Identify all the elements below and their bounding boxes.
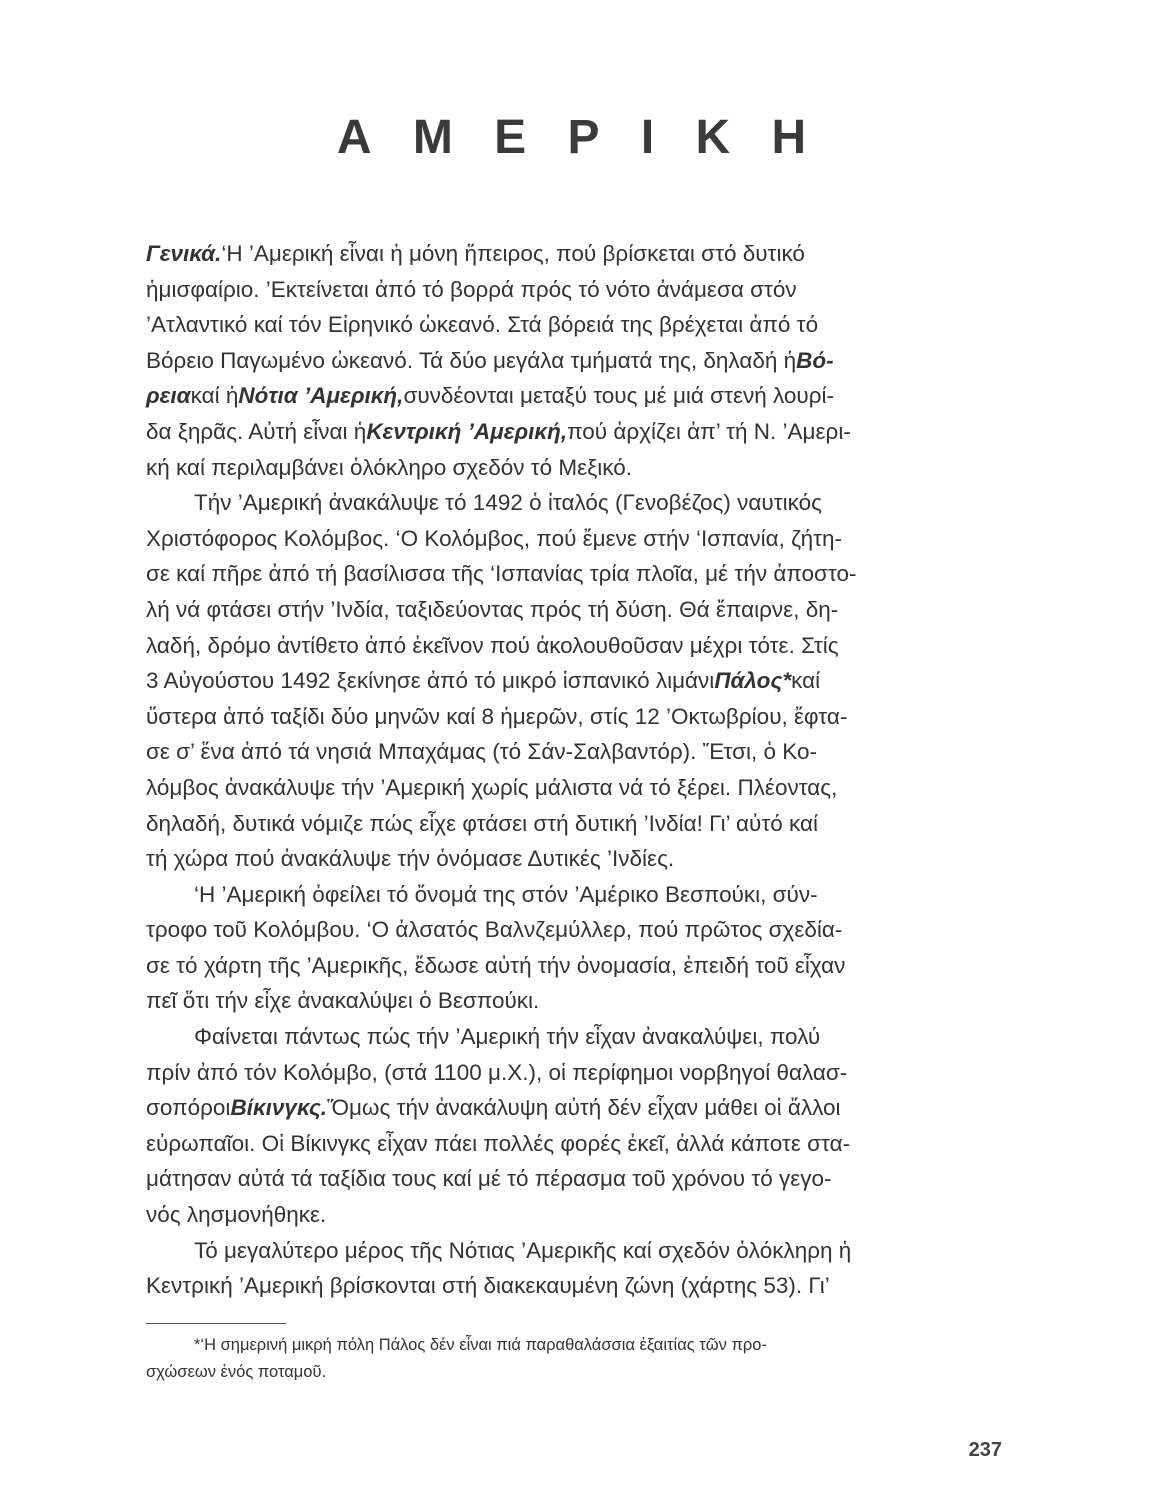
text-line: δηλαδή, δυτικά νόμιζε πώς εἶχε φτάσει στή δυτική ’Ινδία! Γι’ αὐτό καί	[146, 810, 818, 836]
emphasis-term: Κεντρική ’Αμερική,	[366, 418, 568, 444]
footnote-line: σχώσεων ἑνός ποταμοῦ.	[146, 1363, 327, 1381]
text-line: ‘Η ’Αμερική ὀφείλει τό ὄνομά της στόν ’Αμέρικο Βεσπούκι, σύν-	[194, 881, 818, 907]
text-line: ρειακαί ἡΝότια ’Αμερική,συνδέονται μεταξύ τους μέ μιά στενή λουρί-	[146, 378, 1002, 414]
text-line: Φαίνεται πάντως πώς τήν ’Αμερική τήν εἶχαν ἀνακαλύψει, πολύ	[194, 1024, 821, 1050]
text-line: Χριστόφορος Κολόμβος. ‘Ο Κολόμβος, πού ἔμενε στήν ‘Ισπανία, ζήτη-	[146, 525, 843, 551]
text-line: Κεντρική ’Αμερική βρίσκονται στή διακεκαυμένη ζώνη (χάρτης 53). Γι’	[146, 1273, 830, 1299]
emphasis-term: ρεια	[146, 383, 191, 409]
text-line: μάτησαν αὐτά τά ταξίδια τους καί μέ τό πέρασμα τοῦ χρόνου τό γεγο-	[146, 1166, 832, 1192]
text-line: λόμβος ἀνακάλυψε τήν ’Αμερική χωρίς μάλιστα νά τό ξέρει. Πλέοντας,	[146, 774, 838, 800]
page-number: 237	[968, 1439, 1002, 1461]
text-line: πεῖ ὅτι τήν εἶχε ἀνακαλύψει ὁ Βεσπούκι.	[146, 988, 540, 1014]
text-line: εὐρωπαῖοι. Οἱ Βίκινγκς εἶχαν πάει πολλές φορές ἐκεῖ, ἀλλά κάποτε στα-	[146, 1130, 851, 1156]
text-line: ἡμισφαίριο. ’Εκτείνεται ἀπό τό βορρά πρός τό νότο ἀνάμεσα στόν	[146, 276, 797, 302]
text-line: δα ξηρᾶς. Αὐτή εἶναι ἡΚεντρική ’Αμερική,πού ἀρχίζει ἀπ’ τή Ν. ’Αμερι-	[146, 414, 1002, 450]
emphasis-term: Νότια ’Αμερική,	[238, 383, 404, 409]
footnote	[146, 1332, 1002, 1386]
text-line: λαδή, δρόμο ἀντίθετο ἀπό ἐκεῖνον πού ἀκολουθοῦσαν μέχρι τότε. Στίς	[146, 632, 839, 658]
text-line: πρίν ἀπό τόν Κολόμβο, (στά 1100 μ.Χ.), οἱ περίφημοι νορβηγοί θαλασ-	[146, 1059, 848, 1085]
text-line: σε σ’ ἕνα ἀπό τά νησιά Μπαχάμας (τό Σάν-Σαλβαντόρ). Ἔτσι, ὁ Κο-	[146, 739, 817, 765]
text-line: σε τό χάρτη τῆς ’Αμερικῆς, ἔδωσε αὐτή τήν ὀνομασία, ἐπειδή τοῦ εἶχαν	[146, 952, 846, 978]
main-text	[146, 236, 1002, 1304]
emphasis-term: Γενικά.	[146, 241, 222, 266]
footnote-line: *‘Η σημερινή μικρή πόλη Πάλος δέν εἶναι πιά παραθαλάσσια ἐξαιτίας τῶν προ-	[194, 1336, 767, 1354]
emphasis-term: Βό-	[796, 347, 834, 373]
text-line: νός λησμονήθηκε.	[146, 1202, 327, 1228]
emphasis-term: Βίκινγκς.	[230, 1095, 328, 1121]
footnote-divider	[146, 1323, 286, 1324]
text-line: Γενικά.‘Η ’Αμερική εἶναι ἡ μόνη ἥπειρος, πού βρίσκεται στό δυτικό	[146, 236, 1002, 272]
text-line: κή καί περιλαμβάνει ὁλόκληρο σχεδόν τό Μεξικό.	[146, 454, 632, 480]
text-line: σοπόροιΒίκινγκς.Ὅμως τήν ἀνακάλυψη αὐτή δέν εἶχαν μάθει οἱ ἄλλοι	[146, 1090, 1002, 1126]
text-line: Τό μεγαλύτερο μέρος τῆς Νότιας ’Αμερικῆς καί σχεδόν ὁλόκληρη ἡ	[194, 1237, 852, 1263]
emphasis-term: Πάλος*	[714, 668, 792, 694]
text-line: ’Ατλαντικό καί τόν Εἰρηνικό ὠκεανό. Στά βόρειά της βρέχεται ἀπό τό	[146, 312, 819, 338]
text-line: ὕστερα ἀπό ταξίδι δύο μηνῶν καί 8 ἡμερῶν, στίς 12 ’Οκτωβρίου, ἔφτα-	[146, 703, 848, 729]
page-title: Α Μ Ε Ρ Ι Κ Η	[336, 111, 821, 164]
text-line: τή χώρα πού ἀνακάλυψε τήν ὀνόμασε Δυτικές ’Ινδίες.	[146, 846, 675, 872]
text-line: Βόρειο Παγωμένο ὠκεανό. Τά δύο μεγάλα τμήματά της, δηλαδή ἡΒό-	[146, 343, 1002, 379]
text-line: σε καί πῆρε ἀπό τή βασίλισσα τῆς ‘Ισπανίας τρία πλοῖα, μέ τήν ἀποστο-	[146, 561, 857, 587]
text-line: λή νά φτάσει στήν ’Ινδία, ταξιδεύοντας πρός τή δύση. Θά ἔπαιρνε, δη-	[146, 596, 839, 622]
text-line: τροφο τοῦ Κολόμβου. ‘Ο ἀλσατός Βαλνζεμύλλερ, πού πρῶτος σχεδία-	[146, 917, 843, 943]
text-line: Τήν ’Αμερική ἀνακάλυψε τό 1492 ὁ ἰταλός (Γενοβέζος) ναυτικός	[194, 490, 822, 516]
text-line: 3 Αὐγούστου 1492 ξεκίνησε ἀπό τό μικρό ἱσπανικό λιμάνιΠάλος*καί	[146, 663, 1002, 699]
